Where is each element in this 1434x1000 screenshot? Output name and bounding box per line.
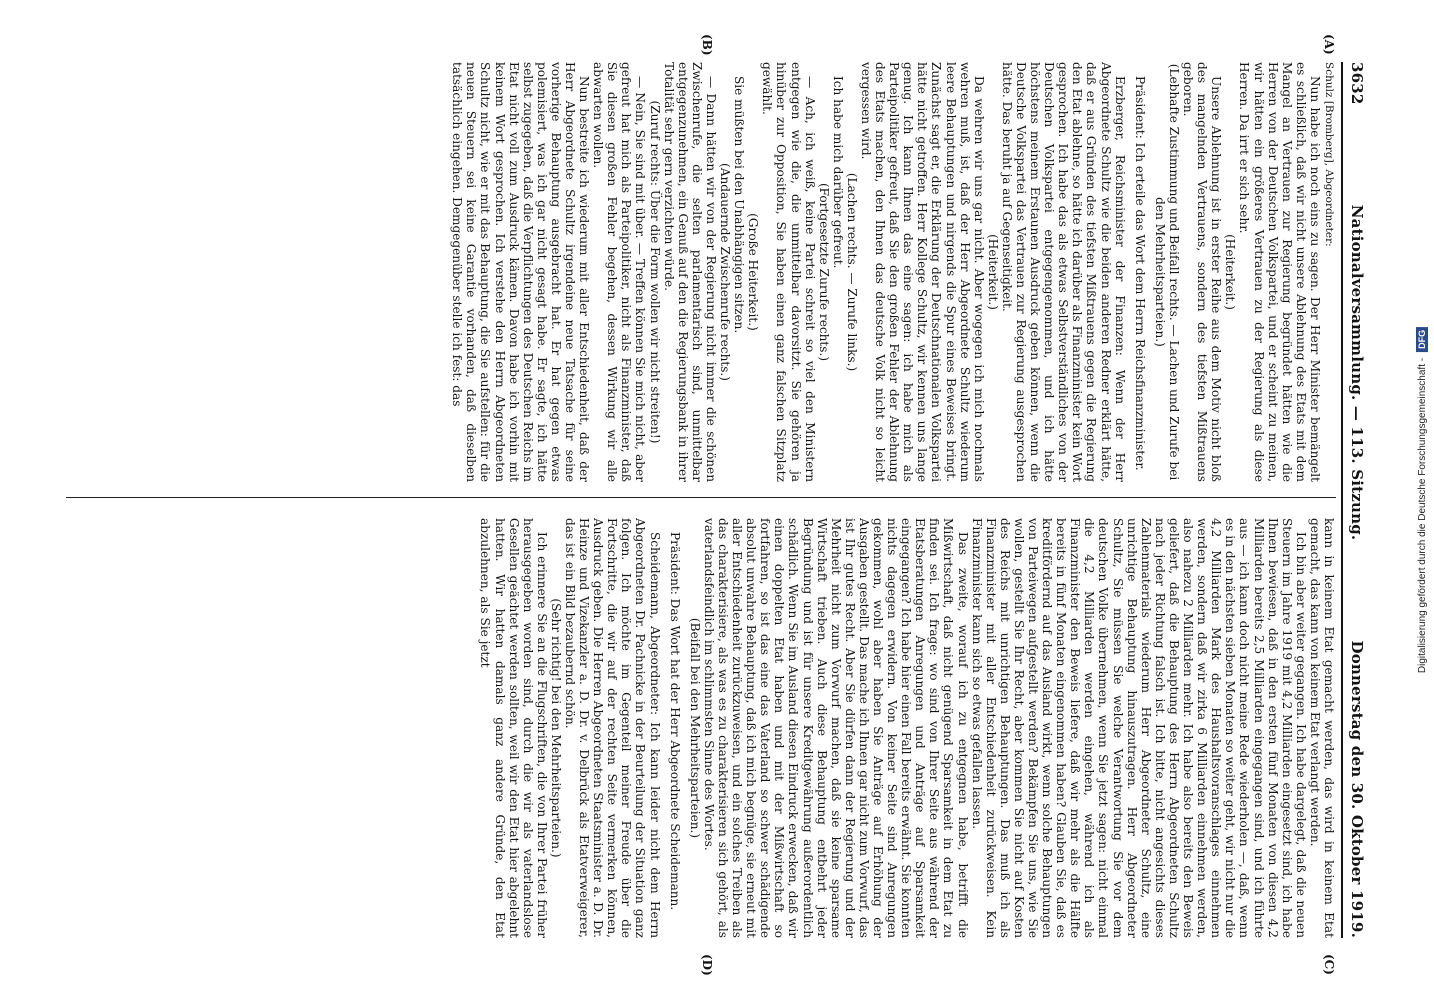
paragraph: Nun habe ich noch eins zu sagen. Der Herr Minister bemängelt es schließlich, daß wir nicht unsere Ablehnung des Etats mit dem Mangel an Vertrauen zur Regierung begründet hätten wie die Herren von der Deutschen Volkspartei, und er scheint zu meinen, wir hätten ein größeres Vertrauen zu der Regierung als diese Herren. Da irrt er sich sehr. [1237,62,1322,482]
interjection: (Zuruf rechts: Über die Form wollen wir nicht streiten!) [647,100,662,444]
page-header [1348,62,1370,938]
paragraph: kann in keinem Etat gemacht werden, das wird in keinem Etat gemacht, das kann von keinem Etat verlangt werden. [1307,518,1336,938]
speaker-continuation: Schulz [Bromberg], Abgeordneter: [1323,62,1335,247]
interjection: (Fortgesetzte Zurufe rechts.) [816,182,831,362]
interjection: (Beifall bei den Mehrheitsparteien.) [687,617,702,839]
digitization-footer [1416,327,1428,673]
left-text-column [66,62,1336,482]
right-text-column [66,518,1336,938]
margin-mark-c: (C) [1322,954,1336,975]
speech-paragraph: Scheidemann, Abgeordneter: Ich kann leider nicht dem Herrn Abgeordneten Dr. Pachnicke in der Beurteilung der Situation ganz folgen. Ich möchte im Gegenteil meiner Freude über die Fortschritte, die wir auf der rechten Seite vermerken können, Ausdruck geben. Die Herren Abgeordneten Staatsminister a. D. Dr. Heinze und Vizekanzler a. D. Dr. v. Delbrück als Etatverweigerer, das ist ein Bild bezaubernd schön. [563,518,662,938]
interjection: (Lebhafte Zustimmung und Beifall rechts. — Lachen und Zurufe bei den Mehrheitsparteien.) [1152,63,1181,481]
interjection: (Heiterkeit.) [1223,234,1238,310]
footer-text: Digitalisierung gefördert durch die Deutsche Forschungsgemeinschaft - [1416,357,1428,674]
column-divider [66,497,1336,498]
dfg-logo: DFG [1416,327,1428,352]
president-remark: Präsident: Ich erteile das Wort dem Herrn Reichsfinanzminister. [1132,76,1147,471]
interjection: (Heiterkeit.) [985,234,1000,310]
paragraph: Ich bin aber weiter gegangen. Ich habe dargelegt, daß die neuen Steuern im Jahre 1919 mit 4,2 Milliarden eingesetzt sind, ich habe Ihnen bewiesen, daß in den ersten fünf Monaten von diesen 4,2 Milliarden bereits 2,5 Milliarden eingegangen sind, und ich führte aus — ich kann doch nicht meine Rede wiederholen —, daß, wenn es in den nächsten sieben Monaten so weiter geht, wir nicht nur die 4,2 Milliarden Mark des Haushaltsvoranschlages einnehmen werden, sondern daß wir zirka 6 Milliarden einnehmen werden, also nahezu 2 Milliarden mehr. Ich habe also bereits den Beweis geliefert, daß die Behauptung des Herrn Abgeordneten Schultz nach jeder Richtung falsch ist. Ich bitte, nicht angesichts dieses Zahlenmaterials wiederum Herr Abgeordneter Schultz, eine unrichtige Behauptung hinauszutragen. Herr Abgeordneter Schultz, Sie müssen Sie welche Verantwortung Sie vor dem deutschen Volke übernehmen, wenn Sie jetzt sagen: nicht einmal die 4,2 Milliarden werden eingehen, während ich als Finanzminister den Beweis liefere, daß wir mehr als die Hälfte bereits in fünf Monaten eingenommen haben? Glauben Sie, daß es kreditfördernd auf das Ausland wirkt, wenn solche Behauptungen von Parteiwegen aufgestellt werden? Bekämpfen Sie uns, wie Sie wollen, gestellt Sie Ihr Recht, aber kommen Sie nicht auf Kosten des Reichs mit unrichtigen Behauptungen. Das muß ich als Finanzminister mit aller Entschiedenheit zurückweisen. Kein Finanzminister kann sich so etwas gefallen lassen. [969,518,1308,938]
paragraph: — Nein, Sie sind mit über. — Treffen können Sie mich nicht, aber gefreut hat mich als Parteipolitiker, nicht als Finanzminister, daß Sie diesen großen Fehler begehen, dessen Wirkung wir alle abwarten wollen. [591,62,648,482]
speech-paragraph: Erzberger, Reichsminister der Finanzen: Wenn der Herr Abgeordnete Schultz wie die beiden anderen Redner erklärt hätte, daß er aus Gründen des tiefsten Mißtrauens gegen die Regierung den Etat ablehne, so hätte ich darüber als Finanzminister kein Wort gesprochen. Ich habe das als etwas Selbstverständliches von der Deutschen Volkspartei entgegengenommen, und ich hätte höchstens meinem Erstaunen Ausdruck geben können, wenn die Deutsche Volkspartei das Vertrauen zur Regierung ausgesprochen hätte. Das beruht ja auf Gegenseitigkeit. [999,62,1127,482]
paragraph: Unsere Ablehnung ist in erster Reihe aus dem Motiv nicht bloß des mangelnden Vertrauens, sondern des tiefsten Mißtrauens geboren. [1181,62,1224,482]
paragraph: — Ach, ich weiß, keine Partei schreit so viel den Ministern entgegen wie die, die unmittelbar davorsitzt. Sie gehören ja hinüber zur Opposition, Sie haben einen ganz falschen Sitzplatz gewählt. [760,62,817,482]
header-left-title: Nationalversammlung. — 113. Sitzung. [1348,204,1366,541]
interjection: (Lachen rechts. — Zurufe links.) [844,172,859,372]
margin-mark-b: (B) [700,34,714,56]
paragraph: Ich erinnere Sie an die Flugschriften, die von Ihrer Partei früher herausgegeben worden sind, durch die wir als vaterlandslose Gesellen geächtet werden sollten, weil wir den Etat hier abgelehnt hatten. Wir hatten damals ganz andere Gründe, den Etat abzulehnen, als Sie jetzt [478,518,549,938]
interjection: (Sehr richtig! bei den Mehrheitsparteien.) [548,598,563,858]
interjection: (Andauernde Zwischenrufe rechts.) [718,163,733,381]
margin-mark-a: (A) [1322,34,1336,55]
page-number: 3632 [1348,62,1366,105]
paragraph: Da wehren wir uns gar nicht. Aber wogegen ich mich nochmals wehren muß, ist, daß der Herr Abgeordnete Schultz wiederum leere Behauptungen und nirgends die Spur eines Beweises bringt. Zunächst sagt er, die Erklärung der Deutschnationalen Volkspartei hätte nicht getroffen. Herr Kollege Schultz, wir kennen uns lange genug. Ich kann Ihnen das eine sagen: ich habe mich als Parteipolitiker gefreut, daß Sie den großen Fehler der Ablehnung des Etats machen, den Ihnen das deutsche Volk nicht so leicht vergessen wird. [859,62,986,482]
paragraph: Nun bestreite ich wiederum mit aller Entschiedenheit, daß der Herr Abgeordnete Schultz irgendeine neue Tatsache für seine vorherige Behauptung ausgebracht hat. Er hat gegen etwas polemisiert, was ich gar nicht gesagt habe. Er sagte, ich hätte selbst zugegeben, daß die Verpflichtungen des Deutschen Reichs im Etat nicht voll zum Ausdruck kämen. Davon habe ich vorhin mit keinem Wort gesprochen. Ich verstehe den Herrn Abgeordneten Schultz nicht, wie er mit das Behauptung, die Sie aufstellen: für die neuen Steuern sei keine Garantie vorhanden, daß dieselben tatsächlich eingehen. Demgegenüber stelle ich fest: das [450,62,592,482]
header-rule [1341,62,1343,938]
header-right-title: Donnerstag den 30. Oktober 1919. [1348,640,1366,938]
margin-mark-d: (D) [700,954,714,976]
paragraph: — Dann hätten wir von der Regierung nicht immer die schönen Zwischenrufe, die selten parlamentarisch sind, unmittelbar entgegenzunehmen, ein Genuß auf den die Regierungsbank in ihrer Totalität sehr gern verzichten würde. [661,62,718,482]
paragraph: Sie müßten bei den Unabhängigen sitzen. [732,76,747,334]
paragraph: Ich habe mich darüber gefreut. [830,76,845,269]
paragraph: Das zweite, worauf ich zu entgegnen habe, betrifft die Mißwirtschaft, daß nicht genügend Sparsamkeit in dem Etat zu finden sei. Ich frage: wo sind von Ihrer Seite aus während der Etatsberatungen Anregungen und Anträge auf Sparsamkeit eingegangen? Ich habe hier einen Fall bereits erwähnt. Sie konnten nichts dagegen erwidern. Von keiner Seite sind Anregungen gekommen, wohl aber haben Sie Anträge auf Erhöhung der Ausgaben gestellt. Das mache ich Ihnen gar nicht zum Vorwurf, das ist Ihr gutes Recht. Aber Sie dürfen dann der Regierung und der Mehrheit nicht zum Vorwurf machen, daß sie keine sparsame Wirtschaft trieben. Auch diese Behauptung entbehrt jeder Begründung und ist für unsere Kreditgewährung außerordentlich schädlich. Wenn Sie im Ausland diesen Eindruck erwecken, daß wir einen doppelten Etat haben und mit der Mißwirtschaft so fortfahren, so ist das eine das Vaterland so schwer schädigende absolut unwahre Behauptung, daß ich mich begnüge, sie erneut mit aller Entschiedenheit zurückzuweisen, und ein solches Treiben als das charakterisiere, als was es zu charakterisieren sich gehört, als vaterlandsfeindlich im schlimmsten Sinne des Wortes. [701,518,970,938]
president-remark: Präsident: Das Wort hat der Herr Abgeordnete Scheidemann. [667,532,682,911]
interjection: (Große Heiterkeit.) [746,213,761,331]
